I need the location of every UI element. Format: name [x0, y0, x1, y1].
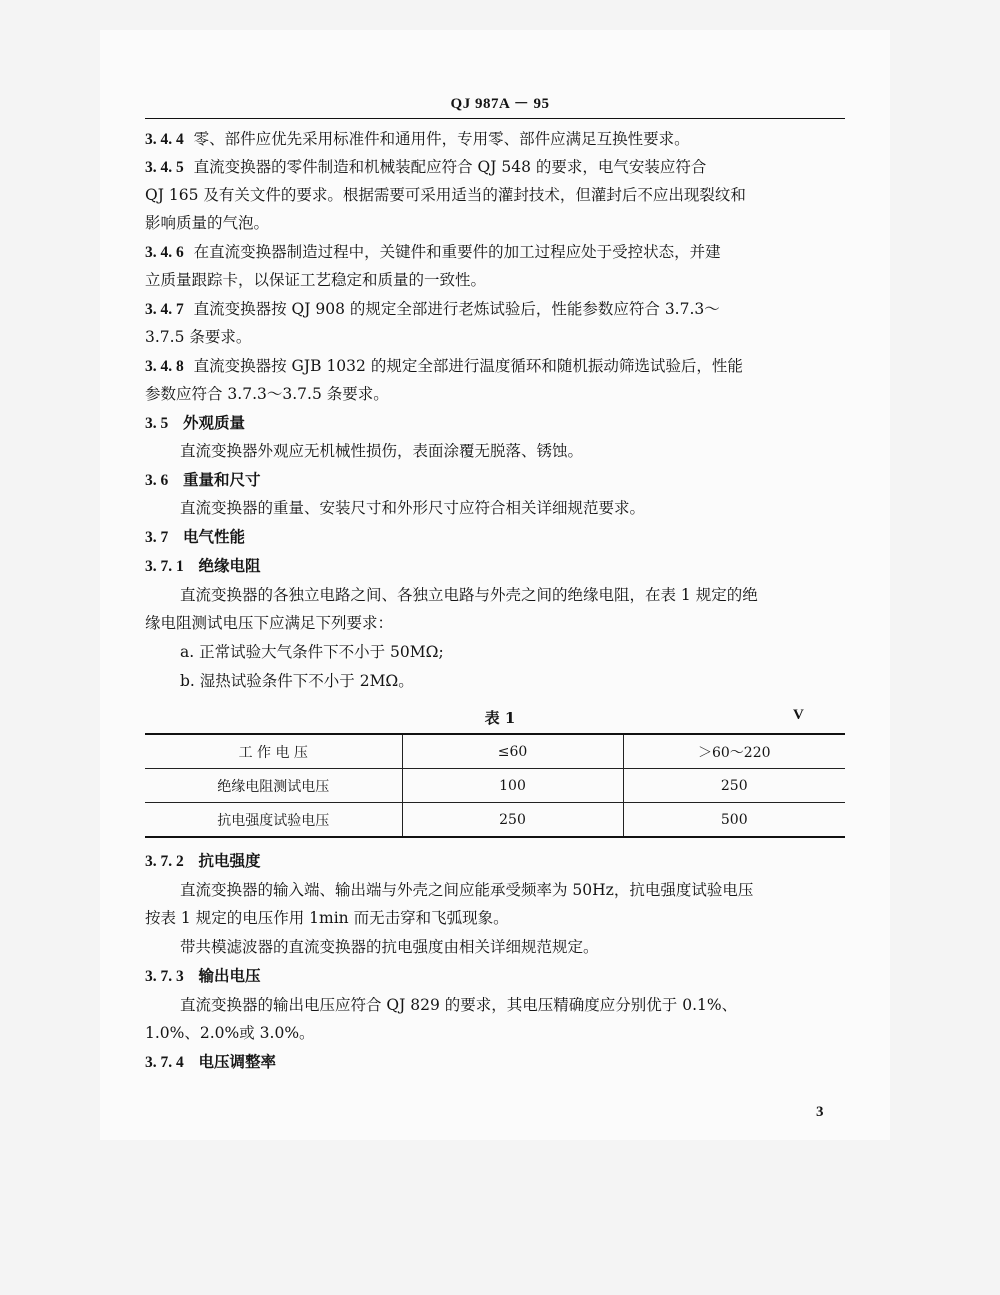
- clause-3-4-4: [145, 129, 845, 150]
- clause-number: 3. 4. 4: [145, 131, 184, 148]
- clause-3-4-8-line2: 参数应符合 3.7.3～3.7.5 条要求。: [145, 385, 389, 403]
- clause-3-4-5-line2: QJ 165 及有关文件的要求。根据需要可采用适当的灌封技术，但灌封后不应出现裂纹和: [145, 186, 746, 204]
- table-unit: V: [793, 707, 804, 723]
- clause-3-4-6-line2: 立质量跟踪卡，以保证工艺稳定和质量的一致性。: [145, 271, 487, 289]
- document-header: QJ 987A － 95: [450, 96, 550, 112]
- table-row: [145, 803, 845, 838]
- table-caption: 表 1: [484, 709, 516, 727]
- clause-text: 直流变换器按 QJ 908 的规定全部进行老炼试验后，性能参数应符合 3.7.3～: [193, 300, 720, 318]
- table-cell: 250: [623, 769, 845, 803]
- clause-3-4-6: [145, 242, 845, 263]
- section-title: 重量和尺寸: [183, 470, 261, 489]
- section-3-7-3-text1: 直流变换器的输出电压应符合 QJ 829 的要求，其电压精确度应分别优于 0.1%、: [180, 996, 738, 1014]
- section-number: 3. 7. 2: [145, 853, 184, 870]
- clause-number: 3. 4. 5: [145, 159, 184, 176]
- list-item-b: b. 湿热试验条件下不小于 2MΩ。: [180, 672, 414, 690]
- clause-3-4-7-line2: 3.7.5 条要求。: [145, 328, 252, 346]
- section-3-7-1-heading: [145, 556, 845, 577]
- section-3-7-1-text1: 直流变换器的各独立电路之间、各独立电路与外壳之间的绝缘电阻，在表 1 规定的绝: [180, 586, 758, 604]
- list-item-a: a. 正常试验大气条件下不小于 50MΩ;: [180, 643, 444, 661]
- section-number: 3. 7. 3: [145, 968, 184, 985]
- clause-3-4-8: [145, 356, 845, 377]
- table-cell: 抗电强度试验电压: [145, 803, 402, 838]
- table-header-cell: 工 作 电 压: [145, 734, 402, 769]
- clause-number: 3. 4. 8: [145, 358, 184, 375]
- section-3-7-2-text3: 带共模滤波器的直流变换器的抗电强度由相关详细规范规定。: [180, 938, 599, 956]
- section-number: 3. 7: [145, 529, 169, 546]
- clause-text: 在直流变换器制造过程中，关键件和重要件的加工过程应处于受控状态，并建: [193, 243, 721, 261]
- page-number: 3: [816, 1104, 824, 1120]
- table-cell: 500: [623, 803, 845, 838]
- section-3-7-2-text1: 直流变换器的输入端、输出端与外壳之间应能承受频率为 50Hz，抗电强度试验电压: [180, 881, 754, 899]
- clause-3-4-5-line3: 影响质量的气泡。: [145, 214, 270, 232]
- table-row: [145, 769, 845, 803]
- table-header-row: [145, 734, 845, 769]
- clause-text: 直流变换器的零件制造和机械装配应符合 QJ 548 的要求，电气安装应符合: [193, 158, 707, 176]
- section-number: 3. 7. 4: [145, 1054, 184, 1071]
- clause-number: 3. 4. 6: [145, 244, 184, 261]
- section-3-6-heading: [145, 470, 845, 491]
- section-number: 3. 7. 1: [145, 558, 184, 575]
- section-title: 输出电压: [198, 966, 261, 985]
- section-3-5-heading: [145, 413, 845, 434]
- section-3-7-2-text2: 按表 1 规定的电压作用 1min 而无击穿和飞弧现象。: [145, 909, 509, 927]
- section-title: 外观质量: [183, 413, 246, 432]
- clause-3-4-5: [145, 157, 845, 178]
- table-cell: 250: [402, 803, 623, 838]
- table-cell: 100: [402, 769, 623, 803]
- table-1: [145, 733, 845, 838]
- table-header-cell: ≤60: [402, 734, 623, 769]
- section-3-7-3-text2: 1.0%、2.0%或 3.0%。: [145, 1024, 315, 1042]
- section-3-7-heading: [145, 527, 845, 548]
- section-title: 电气性能: [183, 527, 246, 546]
- section-3-7-1-text2: 缘电阻测试电压下应满足下列要求：: [145, 614, 394, 632]
- section-3-6-text: 直流变换器的重量、安装尺寸和外形尺寸应符合相关详细规范要求。: [180, 499, 646, 517]
- section-title: 抗电强度: [198, 851, 261, 870]
- section-number: 3. 5: [145, 415, 169, 432]
- section-title: 绝缘电阻: [198, 556, 261, 575]
- section-number: 3. 6: [145, 472, 169, 489]
- clause-3-4-7: [145, 299, 845, 320]
- clause-text: 直流变换器按 GJB 1032 的规定全部进行温度循环和随机振动筛选试验后，性能: [193, 357, 743, 375]
- clause-number: 3. 4. 7: [145, 301, 184, 318]
- section-3-7-3-heading: [145, 966, 845, 987]
- table-cell: 绝缘电阻测试电压: [145, 769, 402, 803]
- section-3-5-text: 直流变换器外观应无机械性损伤，表面涂覆无脱落、锈蚀。: [180, 442, 584, 460]
- table-header-cell: ＞60～220: [623, 734, 845, 769]
- section-3-7-2-heading: [145, 851, 845, 872]
- section-title: 电压调整率: [198, 1052, 277, 1071]
- clause-text: 零、部件应优先采用标准件和通用件，专用零、部件应满足互换性要求。: [193, 130, 690, 148]
- header-rule: [145, 118, 845, 119]
- section-3-7-4-heading: [145, 1052, 845, 1073]
